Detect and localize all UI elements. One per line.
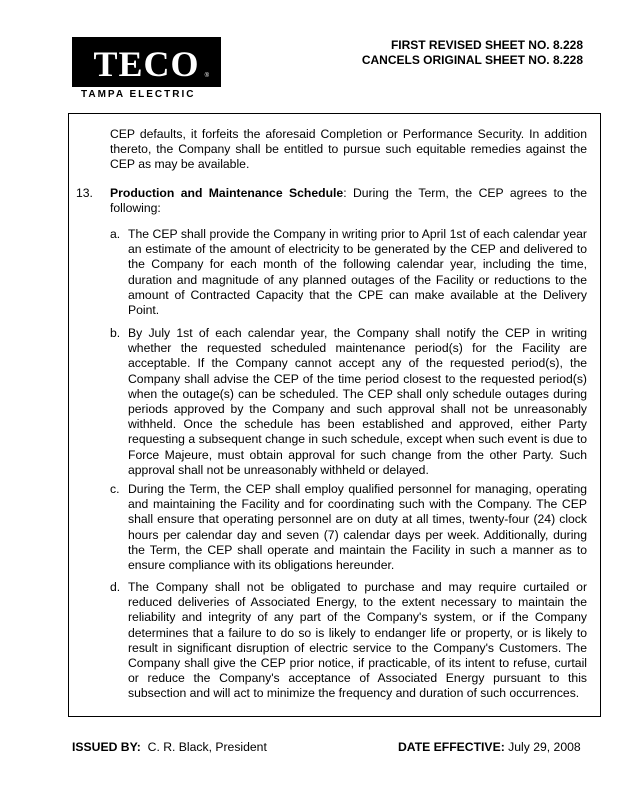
- sheet-revision-line: FIRST REVISED SHEET NO. 8.228: [390, 38, 583, 52]
- date-effective: [398, 740, 581, 754]
- sheet-number-block: [362, 38, 583, 68]
- date-effective-value: July 29, 2008: [508, 740, 581, 754]
- item-b-text: By July 1st of each calendar year, the Company shall notify the CEP in writing whether the requested scheduled maintenance period(s) for the Facility are acceptable. If the Company cannot accept any of the requested period(s), the Company shall advise the CEP of the time period closest to the requested period(s) when the outage(s) can be scheduled. The CEP shall only schedule outages during periods approved by the Company and such approval shall not be unreasonably withheld. Once the schedule has been established and approved, either Party requesting a subsequent change in such schedule, except when such event is due to Force Majeure, must obtain approval for such change from the other Party. Such approval shall not be unreasonably withheld or delayed.: [128, 326, 587, 477]
- item-c-text: During the Term, the CEP shall employ qualified personnel for managing, operating and maintaining the Facility and for coordinating such with the Company. The CEP shall ensure that operating personnel are on duty at all times, twenty-four (24) clock hours per calendar day and seven (7) calendar days per week. Additionally, during the Term, the CEP shall operate and maintain the Facility in such a manner as to ensure compliance with its obligations hereunder.: [128, 482, 587, 573]
- continuation-paragraph: CEP defaults, it forfeits the aforesaid Completion or Performance Security. In addition thereto, the Company shall be entitled to pursue such equitable remedies against the CEP as may be available.: [110, 127, 587, 172]
- issued-by-value: C. R. Black, President: [147, 740, 267, 754]
- logo-wordmark: TECO: [93, 44, 200, 84]
- item-c-label: c.: [110, 482, 120, 496]
- item-a-text: The CEP shall provide the Company in writing prior to April 1st of each calendar year an estimate of the amount of electricity to be generated by the CEP and delivered to the Company for each month of the following calendar year, including the time, duration and magnitude of any planned outages of the Facility or reductions to the amount of Contracted Capacity that the CPE can make available at the Delivery Point.: [128, 227, 587, 318]
- teco-logo: [72, 37, 221, 87]
- date-effective-label: DATE EFFECTIVE:: [398, 740, 505, 754]
- sheet-cancels-line: CANCELS ORIGINAL SHEET NO. 8.228: [361, 53, 583, 67]
- section-number: 13.: [76, 186, 93, 200]
- logo-registered-mark: ®: [204, 73, 209, 79]
- issued-by-label: ISSUED BY:: [72, 740, 141, 754]
- logo-subtitle: TAMPA ELECTRIC: [81, 89, 196, 100]
- item-a-label: a.: [110, 227, 121, 241]
- section-intro: : During the Term, the CEP agrees to the following:: [110, 186, 587, 216]
- issued-by: [72, 740, 267, 754]
- item-d-label: d.: [110, 580, 121, 594]
- section-title: Production and Maintenance Schedule: [110, 186, 344, 200]
- section-heading-paragraph: [110, 186, 587, 216]
- item-d-text: The Company shall not be obligated to purchase and may require curtailed or reduced deliveries of Associated Energy, to the extent necessary to maintain the reliability and integrity of any part of the Company's system, or if the Company determines that a failure to do so is likely to endanger life or property, or is likely to result in significant disruption of electric service to the Company's Customers. The Company shall give the CEP prior notice, if practicable, of its intent to refuse, curtail or reduce the Company's acceptance of Associated Energy pursuant to this subsection and will act to minimize the frequency and duration of such occurrences.: [128, 580, 587, 701]
- item-b-label: b.: [110, 326, 121, 340]
